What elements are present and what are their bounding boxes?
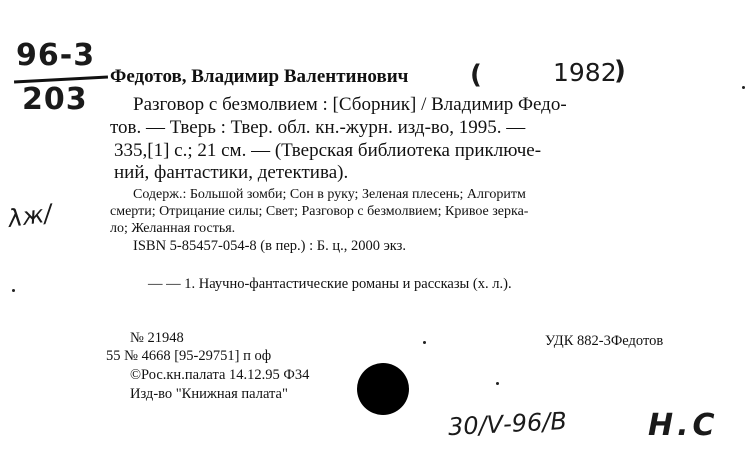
shelfmark-top: 96-3	[16, 38, 96, 73]
handwritten-date: 30/Ⅴ-96/В	[447, 406, 568, 442]
scan-speck	[742, 86, 745, 89]
registration-number: № 21948	[130, 330, 184, 346]
author-paren-open: (	[470, 60, 482, 90]
entry-line-1: Разговор с безмолвием : [Сборник] / Владимир Федо-	[133, 94, 567, 115]
author-year: 1982	[553, 58, 617, 87]
isbn-line: ISBN 5-85457-054-8 (в пер.) : Б. ц., 2000 экз.	[133, 238, 407, 254]
registration-publisher: Изд-во "Книжная палата"	[130, 386, 288, 402]
ink-blot	[357, 363, 409, 415]
author-name: Федотов, Владимир Валентинович	[110, 66, 409, 87]
udc-code: УДК 882-3Федотов	[545, 333, 664, 349]
entry-line-4: ний, фантастики, детектива).	[114, 162, 349, 183]
scan-speck	[496, 382, 499, 385]
entry-line-2: тов. — Тверь : Твер. обл. кн.-журн. изд-во, 1995. —	[110, 117, 526, 138]
contents-line-1: Содерж.: Большой зомби; Сон в руку; Зеленая плесень; Алгоритм	[133, 187, 526, 202]
contents-line-3: ло; Желанная гостья.	[110, 221, 236, 236]
contents-line-2: смерти; Отрицание силы; Свет; Разговор с безмолвием; Кривое зерка-	[110, 204, 529, 219]
scan-speck	[423, 341, 426, 344]
margin-note: λж/	[6, 199, 54, 233]
shelfmark-bottom: 203	[22, 82, 88, 117]
registration-code: 55 № 4668 [95-29751] п оф	[106, 348, 272, 364]
subject-line: — — 1. Научно-фантастические романы и рассказы (х. л.).	[148, 276, 512, 292]
scan-speck	[12, 289, 15, 292]
author-paren-close: )	[614, 56, 626, 86]
entry-line-3: 335,[1] с.; 21 см. — (Тверская библиотека приключе-	[114, 140, 542, 161]
registration-chamber: ©Рос.кн.палата 14.12.95 Ф34	[130, 367, 310, 383]
handwritten-initials: Н.С	[648, 408, 719, 443]
